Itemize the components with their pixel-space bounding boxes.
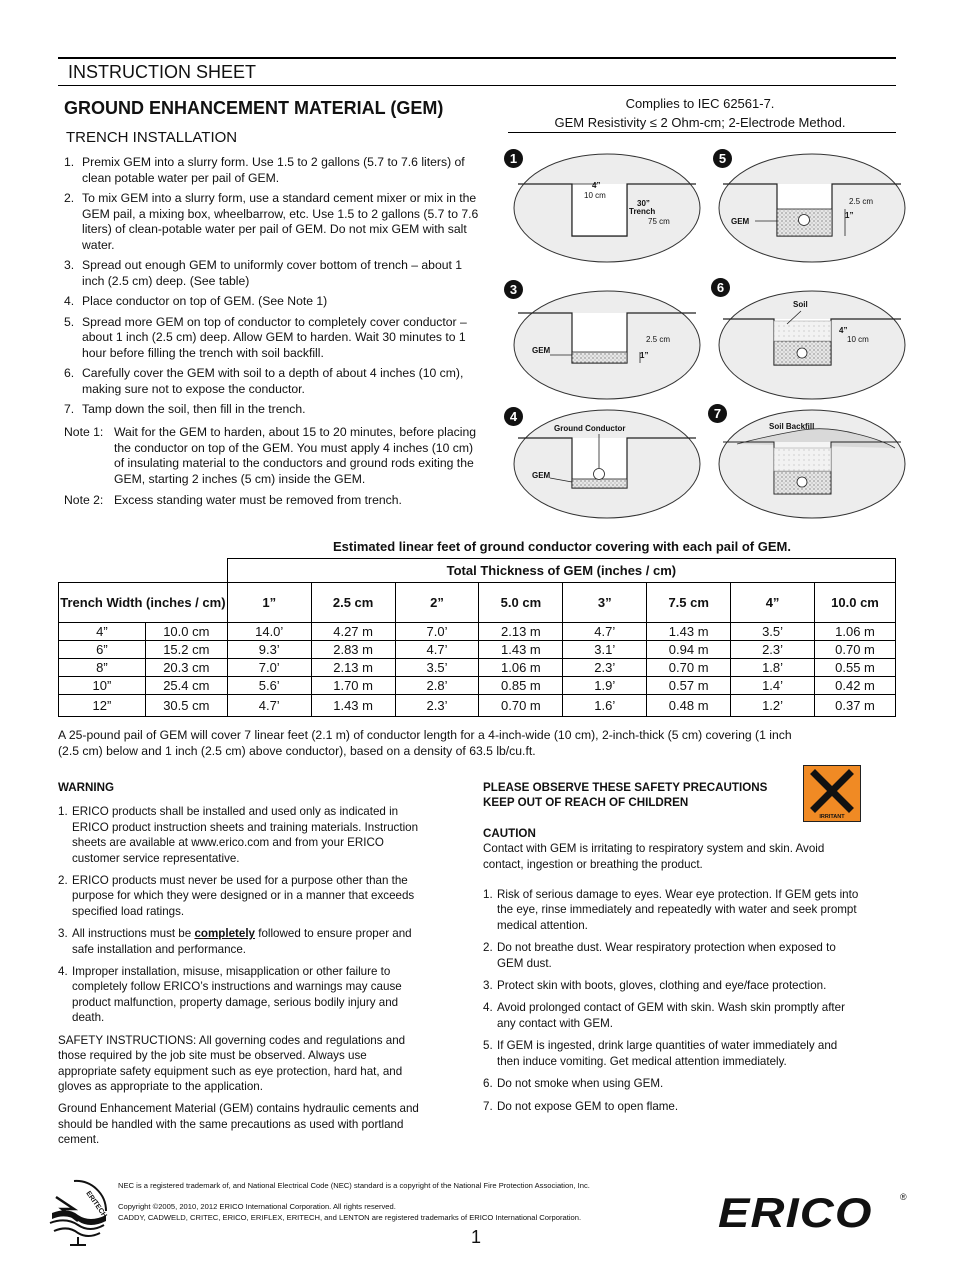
warning-item: 4. Improper installation, misuse, misapplication or other failure to completely follow ERICO’s instructions and warnings may cause product malfunction, property damage, serious bodily injury and death.: [58, 965, 402, 1025]
d5-gem: GEM: [731, 217, 750, 226]
d4-conductor: Ground Conductor: [554, 424, 626, 433]
table-row: 4” 10.0 cm 14.0’ 4.27 m 7.0’ 2.13 m 4.7’ 1.43 m 3.5’ 1.06 m: [59, 623, 896, 641]
page-number: 1: [471, 1227, 482, 1247]
d3-gem: GEM: [532, 346, 551, 355]
trench-width-header: Trench Width (inches / cm): [59, 583, 228, 623]
thickness-header: 5.0 cm: [479, 583, 563, 623]
warning-title: WARNING: [58, 781, 115, 794]
trademark-notice: CADDY, CADWELD, CRITEC, ERICO, ERIFLEX, ERITECH, and LENTON are registered trademarks of ERICO International Corporation.: [118, 1213, 582, 1222]
coverage-table: [58, 558, 896, 717]
precautions-line-2: KEEP OUT OF REACH OF CHILDREN: [483, 796, 689, 810]
copyright-notice: Copyright ©2005, 2010, 2012 ERICO International Corporation. All rights reserved.: [118, 1202, 396, 1211]
step-item: 6. Carefully cover the GEM with soil to a depth of about 4 inches (10 cm), making sure not to expose the conductor.: [64, 366, 464, 396]
coverage-text: A 25-pound pail of GEM will cover 7 linear feet (2.1 m) of conductor length for a 4-inch-wide (10 cm), 2-inch-thick (5 cm) covering (1 inch (2.5 cm) below and 1 inch (2.5 cm) above conductor), based on a density of 63.5 lb/cu.ft.: [58, 728, 792, 758]
step-6-badge: 6: [711, 278, 730, 297]
d7-backfill: Soil Backfill: [769, 422, 815, 431]
irritant-icon: [803, 765, 861, 822]
table-caption: Estimated linear feet of ground conductor covering with each pail of GEM.: [333, 539, 791, 554]
thickness-header: 7.5 cm: [647, 583, 731, 623]
step-4-badge: 4: [504, 407, 523, 426]
precautions-section: [483, 780, 863, 1121]
d4-gem: GEM: [532, 471, 551, 480]
precaution-item: 1. Risk of serious damage to eyes. Wear eye protection. If GEM gets into the eye, rinse immediately and repeatedly with water and seek prompt medical attention.: [483, 888, 859, 932]
d5-cm: 2.5 cm: [849, 197, 874, 206]
diagram-step-7: [717, 408, 907, 520]
precaution-item: 2. Do not breathe dust. Wear respiratory protection when exposed to GEM dust.: [483, 941, 836, 970]
thickness-header: 2”: [395, 583, 479, 623]
table-row: 12” 30.5 cm 4.7’ 1.43 m 2.3’ 0.70 m 1.6’ 0.48 m 1.2’ 0.37 m: [59, 695, 896, 717]
nec-notice: NEC is a registered trademark of, and National Electrical Code (NEC) standard is a copyright of the National Fire Protection Association, Inc.: [118, 1181, 590, 1190]
warning-item: 2. ERICO products must never be used for a purpose other than the purpose for which they were designed or in a manner that exceeds specified load ratings.: [58, 874, 415, 918]
step-item: 2. To mix GEM into a slurry form, use a standard cement mixer or mix in the GEM pail, a mixing box, wheelbarrow, etc. Use 1.5 to 2 gallons (5.7 to 7.6 liters) of clean-potable water per pail of GEM. Do not mix GEM with salt water.: [64, 191, 479, 252]
d3-in: 1”: [640, 351, 649, 360]
diagram-step-3: [512, 289, 702, 401]
compliance-line-1: Complies to IEC 62561-7.: [625, 96, 775, 111]
diagram-step-5: [717, 152, 907, 264]
thickness-header: 4”: [731, 583, 815, 623]
step-item: 3. Spread out enough GEM to uniformly cover bottom of trench – about 1 inch (2.5 cm) deep. (See table): [64, 258, 463, 288]
notes: [64, 425, 484, 515]
seal-text: ERITECH: [84, 1190, 108, 1220]
d1-depth-word: Trench: [629, 207, 656, 216]
thickness-header: 10.0 cm: [815, 583, 896, 623]
precautions-line-1: PLEASE OBSERVE THESE SAFETY PRECAUTIONS: [483, 781, 768, 794]
d3-cm: 2.5 cm: [646, 335, 671, 344]
precaution-item: 4. Avoid prolonged contact of GEM with skin. Wash skin promptly after any contact with GEM.: [483, 1001, 845, 1030]
diagram-step-4: [512, 408, 702, 520]
compliance-line-2: GEM Resistivity ≤ 2 Ohm-cm; 2-Electrode Method.: [554, 115, 846, 130]
registered-mark: ®: [900, 1192, 907, 1202]
thickness-header: 3”: [563, 583, 647, 623]
warning-item: 3. All instructions must be completely followed to ensure proper and safe installation and performance.: [58, 927, 412, 956]
erico-logo: [718, 1190, 913, 1235]
safety-instructions: SAFETY INSTRUCTIONS: All governing codes and regulations and those required by the job site must be observed. Always use appropriate safety equipment such as eye protection, hard hat, and gloves as appropriate to the application.: [58, 1033, 406, 1093]
eritech-seal-icon: [44, 1175, 112, 1247]
emphasis-completely: completely: [194, 927, 256, 941]
step-5-badge: 5: [713, 149, 732, 168]
d6-cm: 10 cm: [847, 335, 869, 344]
step-1-badge: 1: [504, 149, 523, 168]
precaution-item: 5. If GEM is ingested, drink large quantities of water immediately and then induce vomiting. Get medical attention immediately.: [483, 1039, 838, 1068]
step-item: 4. Place conductor on top of GEM. (See Note 1): [64, 294, 328, 308]
cement-note: Ground Enhancement Material (GEM) contains hydraulic cements and should be handled with the same precautions as used with portland cement.: [58, 1102, 419, 1147]
step-item: 5. Spread more GEM on top of conductor to completely cover conductor – about 1 inch (2.5 cm) deep. Allow GEM to harden. Wait 30 minutes to 1 hour before filling the trench with soil backfill.: [64, 314, 467, 360]
compliance-rule: [508, 132, 896, 133]
thickness-header: 1”: [227, 583, 311, 623]
note-1: Note 1: Wait for the GEM to harden, about 15 to 20 minutes, before placing the conductor on top of the GEM. You must apply 4 inches (10 cm) of insulating material to the conductors and ground rods exiting the GEM, starting 2 inches (5 cm) inside the GEM.: [64, 425, 476, 486]
table-row: 8” 20.3 cm 7.0’ 2.13 m 3.5’ 1.06 m 2.3’ 0.70 m 1.8’ 0.55 m: [59, 659, 896, 677]
step-7-badge: 7: [708, 404, 727, 423]
warning-section: [58, 780, 428, 1155]
d5-in: 1”: [845, 211, 854, 220]
compliance-note: [480, 94, 920, 132]
erico-wordmark: ERICO: [718, 1189, 873, 1236]
d1-width-cm: 10 cm: [584, 191, 606, 200]
table-row: 6” 15.2 cm 9.3’ 2.83 m 4.7’ 1.43 m 3.1’ 0.94 m 2.3’ 0.70 m: [59, 641, 896, 659]
d1-depth-in: 30”: [637, 199, 650, 208]
sub-title: TRENCH INSTALLATION: [66, 129, 238, 146]
header-rule: [58, 85, 896, 86]
precaution-item: 6. Do not smoke when using GEM.: [483, 1077, 664, 1091]
note-2: Note 2: Excess standing water must be removed from trench.: [64, 493, 402, 507]
caution-title: CAUTION: [483, 826, 536, 840]
d6-in: 4”: [839, 326, 848, 335]
irritant-label: IRRITANT: [819, 814, 845, 820]
d1-width-in: 4”: [592, 181, 601, 190]
sheet-title: INSTRUCTION SHEET: [68, 62, 257, 82]
caution-text: Contact with GEM is irritating to respiratory system and skin. Avoid contact, ingestion or breathing the product.: [483, 842, 825, 871]
step-item: 1. Premix GEM into a slurry form. Use 1.5 to 2 gallons (5.7 to 7.6 liters) of clean potable water per pail of GEM.: [64, 155, 465, 185]
step-3-badge: 3: [504, 280, 523, 299]
d1-depth-cm: 75 cm: [648, 217, 670, 226]
table-group-header: Total Thickness of GEM (inches / cm): [227, 559, 895, 583]
installation-steps: [64, 155, 484, 423]
d6-soil: Soil: [793, 300, 808, 309]
table-row: 10” 25.4 cm 5.6’ 1.70 m 2.8’ 0.85 m 1.9’ 0.57 m 1.4’ 0.42 m: [59, 677, 896, 695]
precaution-item: 7. Do not expose GEM to open flame.: [483, 1099, 679, 1113]
diagram-step-6: [717, 289, 907, 401]
step-item: 7. Tamp down the soil, then fill in the trench.: [64, 402, 306, 416]
warning-item: 1. ERICO products shall be installed and used only as indicated in ERICO product instruction sheets and training materials. Instruction sheets are available at www.erico.com and from your ERICO customer service representative.: [58, 805, 419, 865]
precaution-list: [483, 887, 863, 1114]
precaution-item: 3. Protect skin with boots, gloves, clothing and eye/face protection.: [483, 979, 827, 993]
thickness-header: 2.5 cm: [311, 583, 395, 623]
main-title: GROUND ENHANCEMENT MATERIAL (GEM): [64, 98, 444, 118]
warning-list: [58, 804, 428, 1025]
top-rule: [58, 57, 896, 59]
diagram-step-1: [512, 152, 702, 264]
